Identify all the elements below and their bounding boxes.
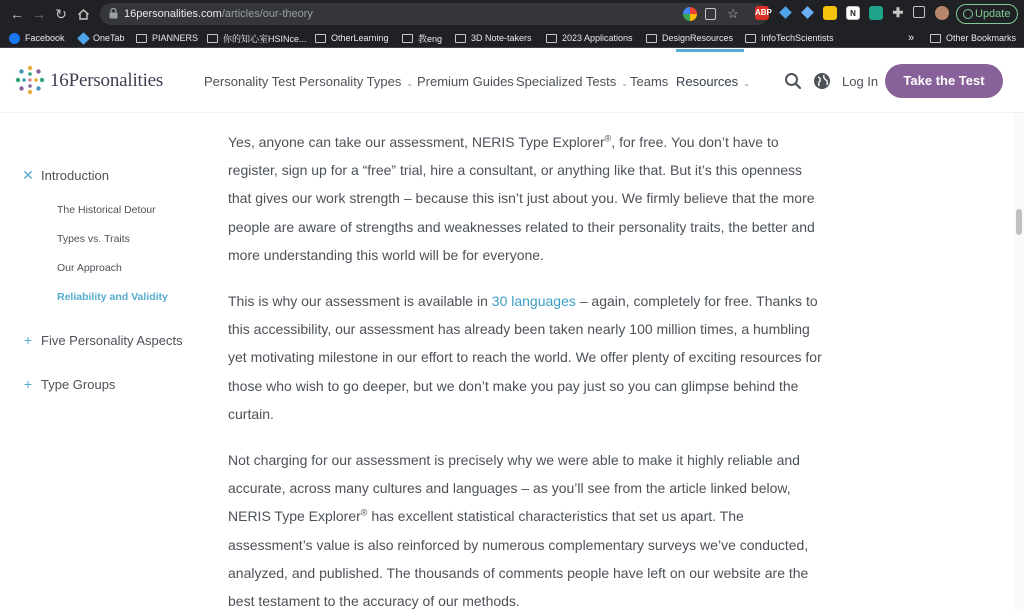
- login-link[interactable]: Log In: [842, 74, 879, 89]
- nav-specialized-tests[interactable]: Specialized Tests ⌄: [516, 74, 628, 89]
- article-paragraph: Not charging for our assessment is precisely why we were able to make it highly reliable and accurate, across many cultures and languages – as you’ll see from the article linked below, NERIS Type Explorer® has excellent statistical characteristics that set us apart. The assessment’s value is also reinforced by numerous complementary surveys we’ve conducted, analyzed, and published. The thousands of comments people have left on our website are the best testament to the accuracy of our methods.: [228, 452, 809, 610]
- nav-resources[interactable]: Resources ⌄: [676, 74, 750, 89]
- nav-teams[interactable]: Teams: [630, 74, 669, 89]
- notion-icon[interactable]: N: [846, 6, 860, 20]
- folder-icon: [207, 34, 218, 43]
- bookmark-folder[interactable]: 教eng: [402, 31, 442, 45]
- active-nav-indicator: [676, 49, 744, 52]
- article-paragraph: Yes, anyone can take our assessment, NERIS Type Explorer®, for free. You don’t have to register, sign up for a “free” trial, hire a consultant, or anything like that. But it’s this openness that gives our work strength – because this isn’t just about you. We firmly believe that the more people are aware of strengths and weaknesses related to their personality traits, the better and more understanding this world will be for everyone.: [228, 133, 815, 263]
- home-icon[interactable]: [74, 5, 92, 23]
- globe-icon[interactable]: [813, 72, 831, 90]
- teal-extension-icon[interactable]: [869, 6, 883, 20]
- bookmark-facebook[interactable]: Facebook: [9, 31, 65, 45]
- folder-icon: [136, 34, 147, 43]
- bookmark-folder[interactable]: PIANNERS: [136, 31, 198, 45]
- article-body: [228, 128, 828, 611]
- bookmark-folder[interactable]: DesignResources: [646, 31, 733, 45]
- chevron-down-icon: ⌄: [406, 79, 414, 88]
- folder-icon: [930, 34, 941, 43]
- url-text[interactable]: 16personalities.com/articles/our-theory: [124, 8, 313, 20]
- gem-extension-icon[interactable]: [778, 6, 792, 20]
- folder-icon: [646, 34, 657, 43]
- page-scrollbar[interactable]: [1014, 113, 1024, 611]
- bookmark-folder[interactable]: OtherLearning: [315, 31, 389, 45]
- plus-icon: +: [23, 332, 33, 348]
- gem2-extension-icon[interactable]: [800, 6, 814, 20]
- take-the-test-button[interactable]: Take the Test: [885, 64, 1003, 98]
- plus-icon: +: [23, 376, 33, 392]
- toc-item-reliability-validity[interactable]: Reliability and Validity: [57, 291, 168, 303]
- languages-link[interactable]: 30 languages: [491, 293, 576, 310]
- toc-item-our-approach[interactable]: Our Approach: [57, 262, 122, 274]
- bookmark-folder[interactable]: 3D Note-takers: [455, 31, 532, 45]
- update-icon: [963, 9, 973, 19]
- logo-icon[interactable]: [14, 64, 46, 96]
- folder-icon: [315, 34, 326, 43]
- folder-icon: [455, 34, 466, 43]
- profile-avatar-icon[interactable]: [935, 6, 949, 20]
- bookmark-folder[interactable]: 2023 Applications: [546, 31, 633, 45]
- bookmark-onetab[interactable]: OneTab: [79, 31, 125, 45]
- nav-premium-guides[interactable]: Premium Guides: [417, 74, 514, 89]
- gem-icon: [77, 32, 90, 45]
- sidepanel-icon[interactable]: [913, 6, 925, 18]
- scrollbar-thumb[interactable]: [1016, 209, 1022, 235]
- address-bar[interactable]: [100, 3, 768, 25]
- other-bookmarks[interactable]: Other Bookmarks: [930, 31, 1016, 45]
- chevron-down-icon: ⌄: [743, 79, 750, 88]
- nav-personality-test[interactable]: Personality Test: [204, 74, 296, 89]
- folder-icon: [402, 34, 413, 43]
- chevron-down-icon: ⌄: [621, 79, 628, 88]
- update-button[interactable]: Update: [956, 4, 1018, 24]
- bookmark-star-icon[interactable]: ☆: [727, 6, 739, 21]
- google-icon[interactable]: [683, 7, 697, 21]
- browser-toolbar: [0, 0, 1024, 28]
- puzzle-extensions-icon[interactable]: ✚: [892, 5, 904, 20]
- share-icon[interactable]: [705, 8, 716, 20]
- toc-item-historical-detour[interactable]: The Historical Detour: [57, 204, 156, 216]
- lock-icon: [109, 8, 118, 19]
- folder-icon: [546, 34, 557, 43]
- site-header: [0, 49, 1024, 113]
- back-arrow-icon[interactable]: ←: [10, 6, 24, 22]
- bookmark-folder[interactable]: 你的知心室HSINce...: [207, 31, 307, 45]
- forward-arrow-icon[interactable]: →: [32, 6, 46, 22]
- adblock-icon[interactable]: ABP: [755, 6, 769, 20]
- close-icon: ✕: [22, 167, 34, 183]
- nav-personality-types[interactable]: Personality Types ⌄: [299, 74, 414, 89]
- reload-icon[interactable]: ↻: [55, 6, 67, 22]
- bookmarks-bar: [0, 28, 1024, 48]
- search-icon[interactable]: [784, 72, 802, 90]
- bookmark-folder[interactable]: InfoTechScientists: [745, 31, 834, 45]
- toc-section-introduction[interactable]: ✕ Introduction: [22, 167, 109, 183]
- yellow-extension-icon[interactable]: [823, 6, 837, 20]
- logo-wordmark[interactable]: 16Personalities: [50, 70, 164, 91]
- article-paragraph: This is why our assessment is available in 30 languages – again, completely for free. Thanks to this accessibility, our assessment has already been taken nearly 100 million times, a humbling yet motivating milestone in our effort to reach the world. We offer plenty of exciting resources for those who wish to go deeper, but we don’t make you pay just so you can glimpse behind the curtain.: [228, 293, 822, 422]
- toc-section-five-aspects[interactable]: + Five Personality Aspects: [23, 332, 183, 348]
- toc-item-types-vs-traits[interactable]: Types vs. Traits: [57, 233, 130, 245]
- facebook-icon: [9, 33, 20, 44]
- toc-section-type-groups[interactable]: + Type Groups: [23, 376, 116, 392]
- folder-icon: [745, 34, 756, 43]
- bookmarks-overflow-button[interactable]: »: [908, 32, 915, 44]
